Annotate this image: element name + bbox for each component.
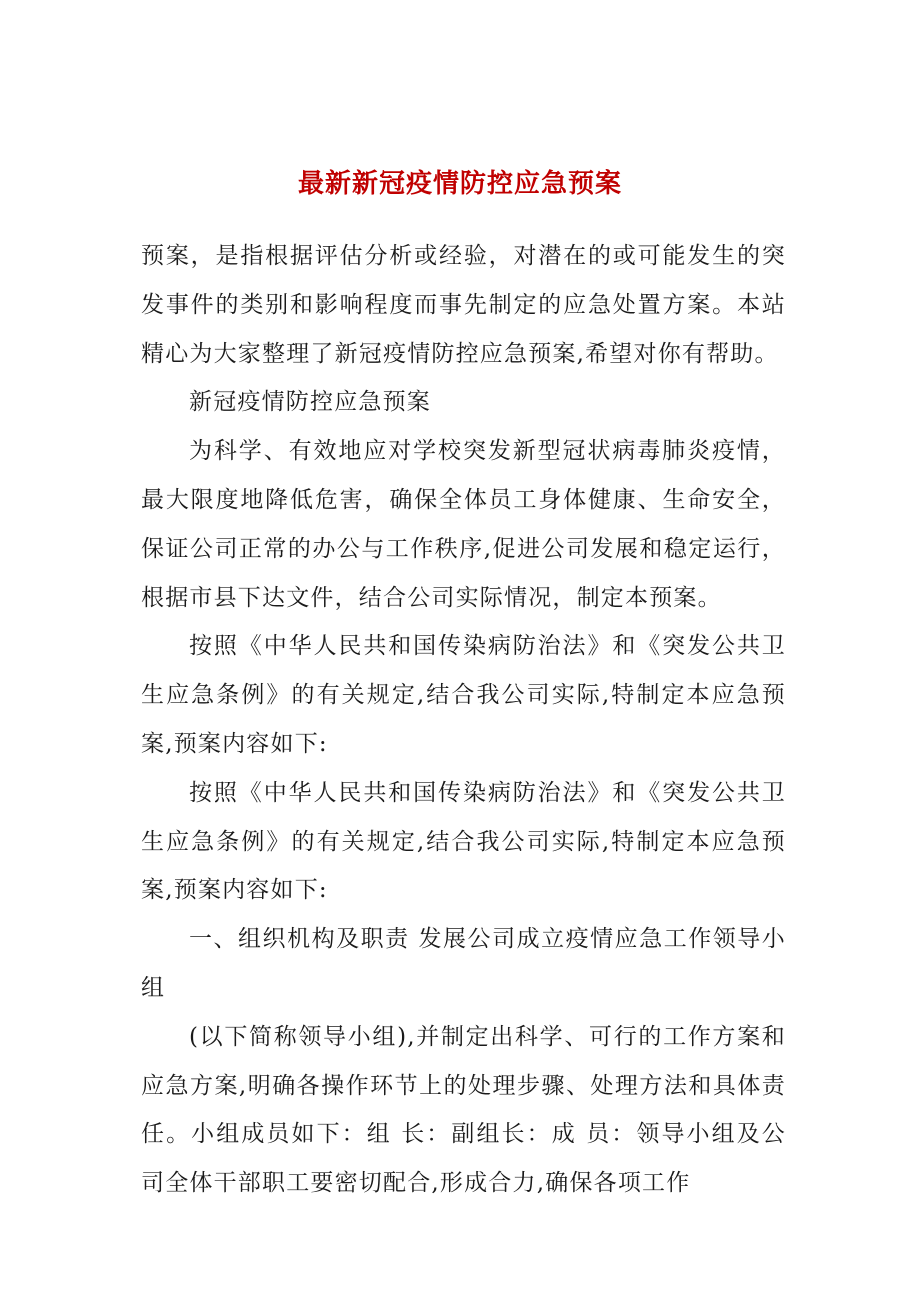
paragraph-intro: 预案，是指根据评估分析或经验，对潜在的或可能发生的突发事件的类别和影响程度而事先制定的应急处置方案。本站精心为大家整理了新冠疫情防控应急预案,希望对你有帮助。 (141, 243, 786, 367)
paragraph-section-body: (以下简称领导小组),并制定出科学、可行的工作方案和应急方案,明确各操作环节上的处理步骤、处理方法和具体责任。小组成员如下：组 长：副组长：成 员：领导小组及公司全体干部职工要密切配合,形成合力,确保各项工作 (141, 1023, 786, 1197)
paragraph-section-heading: 一、组织机构及职责 发展公司成立疫情应急工作领导小组 (141, 926, 786, 1001)
document-title: 最新新冠疫情防控应急预案 (297, 169, 622, 199)
paragraph-legal-basis: 按照《中华人民共和国传染病防治法》和《突发公共卫生应急条例》的有关规定,结合我公司实际,特制定本应急预案,预案内容如下: (141, 633, 786, 757)
document-body (141, 232, 786, 1208)
paragraph-subtitle: 新冠疫情防控应急预案 (189, 389, 431, 416)
paragraph-purpose: 为科学、有效地应对学校突发新型冠状病毒肺炎疫情，最大限度地降低危害，确保全体员工身体健康、生命安全，保证公司正常的办公与工作秩序,促进公司发展和稳定运行，根据市县下达文件，结合公司实际情况，制定本预案。 (141, 438, 786, 611)
paragraph-legal-basis-repeat: 按照《中华人民共和国传染病防治法》和《突发公共卫生应急条例》的有关规定,结合我公司实际,特制定本应急预案,预案内容如下: (141, 779, 786, 904)
